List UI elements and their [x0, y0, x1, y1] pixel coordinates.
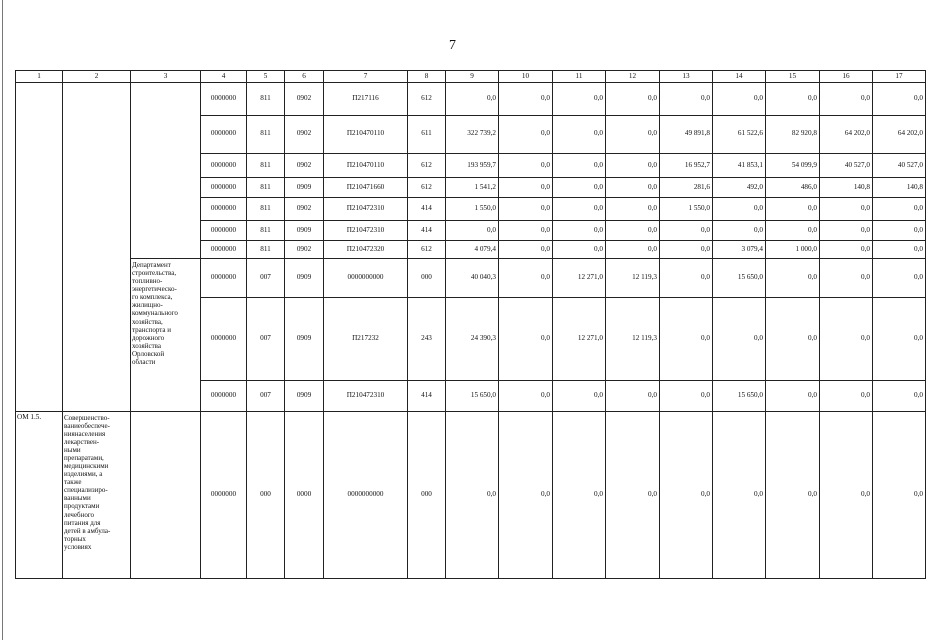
header-cell-13: 13	[660, 71, 713, 83]
cell-col-16: 0,0	[820, 83, 873, 115]
cell-col-14: 3 079,4	[713, 240, 766, 258]
cell-col-16: 140,8	[820, 178, 873, 198]
cell-col-15: 0,0	[766, 380, 820, 411]
cell-col-15: 0,0	[766, 220, 820, 240]
cell-col-10: 0,0	[499, 240, 553, 258]
cell-col-17: 0,0	[873, 297, 926, 380]
cell-col-13: 49 891,8	[660, 115, 713, 153]
page-number: 7	[449, 38, 456, 53]
cell-col-14: 0,0	[713, 198, 766, 220]
cell-col-11: 0,0	[553, 198, 606, 220]
cell-col-8: 612	[408, 83, 446, 115]
cell-col-13: 0,0	[660, 220, 713, 240]
cell-col-10: 0,0	[499, 259, 553, 297]
cell-col-8: 414	[408, 380, 446, 411]
cell-col-7: П210472310	[324, 198, 408, 220]
cell-col-11: 0,0	[553, 115, 606, 153]
cell-col-11: 0,0	[553, 83, 606, 115]
cell-col-6: 0909	[285, 178, 324, 198]
header-cell-12: 12	[606, 71, 660, 83]
cell-col-9: 0,0	[446, 220, 499, 240]
cell-col-13: 0,0	[660, 380, 713, 411]
cell-col-9: 0,0	[446, 411, 499, 578]
header-cell-11: 11	[553, 71, 606, 83]
cell-col-6: 0909	[285, 380, 324, 411]
cell-col-6: 0902	[285, 198, 324, 220]
header-cell-16: 16	[820, 71, 873, 83]
cell-col-13: 0,0	[660, 411, 713, 578]
cell-col-5: 811	[247, 115, 285, 153]
cell-col-11: 12 271,0	[553, 297, 606, 380]
cell-col-16: 40 527,0	[820, 153, 873, 177]
cell-col-7: П217116	[324, 83, 408, 115]
cell-col-14: 41 853,1	[713, 153, 766, 177]
cell-col-7: П210471660	[324, 178, 408, 198]
header-cell-9: 9	[446, 71, 499, 83]
cell-col-14: 492,0	[713, 178, 766, 198]
department-name: Департамент строительства, топливно- энергетическо- го комплекса, жилищно- коммунального хозяйства, транспорта и дорожного хозяйства Орловской области	[132, 261, 178, 366]
cell-col-5: 000	[247, 411, 285, 578]
cell-col-15: 0,0	[766, 297, 820, 380]
header-cell-1: 1	[16, 71, 63, 83]
cell-col-4: 0000000	[201, 297, 247, 380]
cell-col-10: 0,0	[499, 380, 553, 411]
cell-col-9: 1 541,2	[446, 178, 499, 198]
cell-col-17: 0,0	[873, 83, 926, 115]
cell-col-8: 414	[408, 198, 446, 220]
cell-col-5: 811	[247, 153, 285, 177]
header-cell-8: 8	[408, 71, 446, 83]
cell-col-8: 243	[408, 297, 446, 380]
cell-col-15: 486,0	[766, 178, 820, 198]
cell-col-4: 0000000	[201, 240, 247, 258]
cell-col-4: 0000000	[201, 178, 247, 198]
cell-col-12: 0,0	[606, 198, 660, 220]
page-left-edge	[2, 0, 3, 640]
cell-col-6: 0902	[285, 83, 324, 115]
cell-col-4: 0000000	[201, 115, 247, 153]
cell-col-9: 24 390,3	[446, 297, 499, 380]
cell-col-16: 0,0	[820, 411, 873, 578]
cell-col-17: 0,0	[873, 240, 926, 258]
cell-col-12: 0,0	[606, 380, 660, 411]
col3-cell	[131, 83, 201, 259]
cell-col-8: 612	[408, 178, 446, 198]
cell-col-12: 0,0	[606, 240, 660, 258]
cell-col-6: 0902	[285, 240, 324, 258]
table-body	[16, 71, 926, 579]
cell-col-5: 007	[247, 297, 285, 380]
cell-col-13: 0,0	[660, 83, 713, 115]
cell-col-7: П217232	[324, 297, 408, 380]
cell-col-4: 0000000	[201, 411, 247, 578]
header-row	[16, 71, 926, 83]
cell-col-14: 0,0	[713, 83, 766, 115]
cell-col-5: 811	[247, 198, 285, 220]
cell-col-15: 0,0	[766, 198, 820, 220]
cell-col-8: 414	[408, 220, 446, 240]
cell-col-10: 0,0	[499, 115, 553, 153]
cell-col-4: 0000000	[201, 220, 247, 240]
cell-col-12: 0,0	[606, 153, 660, 177]
cell-col-17: 0,0	[873, 411, 926, 578]
cell-col-12: 0,0	[606, 83, 660, 115]
cell-col-7: 0000000000	[324, 411, 408, 578]
cell-col-14: 0,0	[713, 411, 766, 578]
header-cell-6: 6	[285, 71, 324, 83]
cell-col-11: 0,0	[553, 153, 606, 177]
cell-col-6: 0909	[285, 297, 324, 380]
cell-col-14: 15 650,0	[713, 259, 766, 297]
cell-col-13: 0,0	[660, 297, 713, 380]
cell-col-8: 612	[408, 153, 446, 177]
cell-col-9: 1 550,0	[446, 198, 499, 220]
cell-col-7: П210472320	[324, 240, 408, 258]
cell-col-8: 611	[408, 115, 446, 153]
header-cell-15: 15	[766, 71, 820, 83]
cell-col-16: 0,0	[820, 220, 873, 240]
cell-col-7: П210472310	[324, 220, 408, 240]
cell-col-17: 40 527,0	[873, 153, 926, 177]
cell-col-17: 0,0	[873, 380, 926, 411]
cell-col-14: 0,0	[713, 297, 766, 380]
cell-col-12: 0,0	[606, 178, 660, 198]
header-cell-17: 17	[873, 71, 926, 83]
cell-col-9: 40 040,3	[446, 259, 499, 297]
cell-col-15: 54 099,9	[766, 153, 820, 177]
cell-col-5: 007	[247, 380, 285, 411]
cell-col-6: 0902	[285, 153, 324, 177]
cell-col-12: 0,0	[606, 115, 660, 153]
cell-col-4: 0000000	[201, 259, 247, 297]
cell-col-5: 811	[247, 220, 285, 240]
cell-col-9: 193 959,7	[446, 153, 499, 177]
cell-col-10: 0,0	[499, 198, 553, 220]
cell-col-6: 0000	[285, 411, 324, 578]
cell-col-17: 0,0	[873, 259, 926, 297]
om-col3-cell	[131, 411, 201, 578]
cell-col-17: 0,0	[873, 220, 926, 240]
cell-col-13: 281,6	[660, 178, 713, 198]
table-row	[16, 259, 926, 297]
cell-col-9: 322 739,2	[446, 115, 499, 153]
cell-col-5: 007	[247, 259, 285, 297]
cell-col-5: 811	[247, 83, 285, 115]
header-cell-2: 2	[63, 71, 131, 83]
cell-col-10: 0,0	[499, 411, 553, 578]
cell-col-16: 0,0	[820, 380, 873, 411]
cell-col-11: 0,0	[553, 380, 606, 411]
cell-col-17: 0,0	[873, 198, 926, 220]
cell-col-16: 0,0	[820, 198, 873, 220]
cell-col-10: 0,0	[499, 220, 553, 240]
cell-col-5: 811	[247, 240, 285, 258]
cell-col-13: 16 952,7	[660, 153, 713, 177]
table-row	[16, 83, 926, 115]
cell-col-13: 1 550,0	[660, 198, 713, 220]
cell-col-11: 0,0	[553, 240, 606, 258]
cell-col-6: 0909	[285, 259, 324, 297]
col2-cell	[63, 83, 131, 412]
cell-col-12: 12 119,3	[606, 297, 660, 380]
cell-col-8: 000	[408, 259, 446, 297]
header-cell-4: 4	[201, 71, 247, 83]
table-row	[16, 411, 926, 578]
cell-col-17: 64 202,0	[873, 115, 926, 153]
header-cell-10: 10	[499, 71, 553, 83]
cell-col-10: 0,0	[499, 83, 553, 115]
cell-col-6: 0902	[285, 115, 324, 153]
header-cell-7: 7	[324, 71, 408, 83]
cell-col-15: 82 920,8	[766, 115, 820, 153]
cell-col-4: 0000000	[201, 380, 247, 411]
cell-col-10: 0,0	[499, 297, 553, 380]
cell-col-8: 612	[408, 240, 446, 258]
cell-col-4: 0000000	[201, 83, 247, 115]
cell-col-15: 0,0	[766, 259, 820, 297]
cell-col-8: 000	[408, 411, 446, 578]
cell-col-4: 0000000	[201, 198, 247, 220]
cell-col-10: 0,0	[499, 153, 553, 177]
budget-table	[15, 70, 926, 579]
header-cell-14: 14	[713, 71, 766, 83]
om-code: ОМ 1.5.	[17, 412, 42, 421]
cell-col-16: 64 202,0	[820, 115, 873, 153]
cell-col-11: 0,0	[553, 220, 606, 240]
cell-col-13: 0,0	[660, 259, 713, 297]
cell-col-16: 0,0	[820, 297, 873, 380]
cell-col-10: 0,0	[499, 178, 553, 198]
cell-col-11: 0,0	[553, 178, 606, 198]
cell-col-5: 811	[247, 178, 285, 198]
om-description-cell	[63, 411, 131, 578]
cell-col-12: 12 119,3	[606, 259, 660, 297]
cell-col-9: 4 079,4	[446, 240, 499, 258]
cell-col-13: 0,0	[660, 240, 713, 258]
header-cell-5: 5	[247, 71, 285, 83]
om-code-cell	[16, 411, 63, 578]
header-cell-3: 3	[131, 71, 201, 83]
cell-col-14: 15 650,0	[713, 380, 766, 411]
col1-cell	[16, 83, 63, 412]
cell-col-17: 140,8	[873, 178, 926, 198]
cell-col-15: 1 000,0	[766, 240, 820, 258]
cell-col-9: 15 650,0	[446, 380, 499, 411]
cell-col-7: П210470110	[324, 153, 408, 177]
cell-col-7: П210470110	[324, 115, 408, 153]
cell-col-16: 0,0	[820, 259, 873, 297]
cell-col-16: 0,0	[820, 240, 873, 258]
cell-col-14: 61 522,6	[713, 115, 766, 153]
cell-col-12: 0,0	[606, 411, 660, 578]
department-cell	[131, 259, 201, 412]
cell-col-11: 0,0	[553, 411, 606, 578]
cell-col-9: 0,0	[446, 83, 499, 115]
cell-col-15: 0,0	[766, 83, 820, 115]
cell-col-6: 0909	[285, 220, 324, 240]
om-description: Совершенство- ваниеобеспече- ниянаселения лекарствен- ными препаратами, медицинскими изделиями, а также специализиро- ванными продуктами лечебного питания для детей в амбула- торных условиях	[64, 413, 111, 551]
cell-col-7: 0000000000	[324, 259, 408, 297]
cell-col-4: 0000000	[201, 153, 247, 177]
cell-col-11: 12 271,0	[553, 259, 606, 297]
cell-col-12: 0,0	[606, 220, 660, 240]
cell-col-7: П210472310	[324, 380, 408, 411]
cell-col-14: 0,0	[713, 220, 766, 240]
cell-col-15: 0,0	[766, 411, 820, 578]
